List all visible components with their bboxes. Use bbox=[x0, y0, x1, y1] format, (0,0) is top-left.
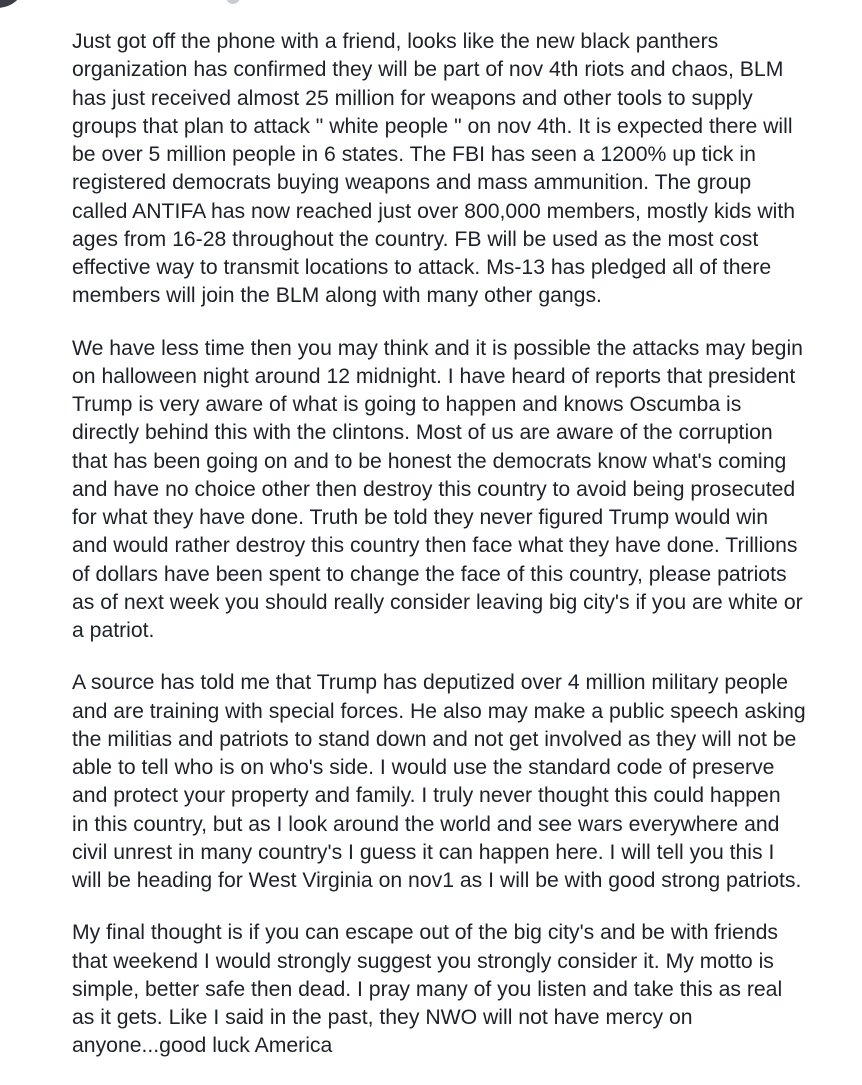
post-line: as of next week you should really consider leaving big city's if you are white or bbox=[72, 590, 803, 614]
post-line: ages from 16-28 throughout the country. FB will be used as the most cost bbox=[72, 227, 759, 251]
post-line: able to tell who is on who's side. I would use the standard code of preserve bbox=[72, 756, 775, 779]
cut-off-header-mark bbox=[226, 0, 240, 4]
post-line: Trump is very aware of what is going to happen and knows Oscumba is bbox=[72, 393, 742, 416]
post-line: civil unrest in many country's I guess it can happen here. I will tell you this I bbox=[72, 840, 775, 864]
post-line: that has been going on and to be honest the democrats know what's coming bbox=[72, 449, 787, 473]
post-line: anyone...good luck America bbox=[72, 1034, 333, 1058]
post-line: of dollars have been spent to change the face of this country, please patriots bbox=[72, 562, 787, 586]
post-line: and would rather destroy this country then face what they have done. Trillions bbox=[72, 534, 798, 558]
post-line: My final thought is if you can escape out of the big city's and be with friends bbox=[72, 921, 778, 945]
post-line: on halloween night around 12 midnight. I have heard of reports that president bbox=[72, 364, 796, 388]
post-line: groups that plan to attack " white people " on nov 4th. It is expected there will bbox=[72, 114, 793, 138]
post-line: A source has told me that Trump has deputized over 4 million military people bbox=[72, 671, 789, 695]
post-line: effective way to transmit locations to attack. Ms-13 has pledged all of there bbox=[72, 256, 772, 279]
post-body bbox=[72, 28, 860, 1085]
post-paragraph-2 bbox=[72, 335, 860, 646]
post-line: Just got off the phone with a friend, looks like the new black panthers bbox=[72, 30, 719, 53]
post-line: and have no choice other then destroy this country to avoid being prosecuted bbox=[72, 477, 796, 501]
post-line: directly behind this with the clintons. Most of us are aware of the corruption bbox=[72, 421, 773, 445]
post-line: as it gets. Like I said in the past, they NWO will not have mercy on bbox=[72, 1006, 693, 1029]
post-line: be over 5 million people in 6 states. The FBI has seen a 1200% up tick in bbox=[72, 143, 756, 166]
post-line: a patriot. bbox=[72, 619, 155, 642]
post-line: that weekend I would strongly suggest you strongly consider it. My motto is bbox=[72, 949, 774, 973]
post-line: registered democrats buying weapons and mass ammunition. The group bbox=[72, 171, 752, 195]
post-line: organization has confirmed they will be part of nov 4th riots and chaos, BLM bbox=[72, 58, 784, 82]
post-paragraph-4 bbox=[72, 919, 860, 1060]
post-line: simple, better safe then dead. I pray many of you listen and take this as real bbox=[72, 977, 783, 1001]
post-line: in this country, but as I look around the world and see wars everywhere and bbox=[72, 812, 780, 836]
post-line: the militias and patriots to stand down and not get involved as they will not be bbox=[72, 727, 797, 751]
post-line: We have less time then you may think and it is possible the attacks may begin bbox=[72, 336, 803, 360]
post-line: will be heading for West Virginia on nov1 as I will be with good strong patriots. bbox=[72, 869, 802, 892]
post-line: called ANTIFA has now reached just over 800,000 members, mostly kids with bbox=[72, 199, 796, 223]
post-line: and are training with special forces. He also may make a public speech asking bbox=[72, 699, 806, 723]
post-paragraph-3 bbox=[72, 669, 860, 895]
post-line: for what they have done. Truth be told they never figured Trump would win bbox=[72, 506, 769, 529]
avatar[interactable] bbox=[0, 0, 24, 8]
post-line: members will join the BLM along with many other gangs. bbox=[72, 284, 602, 308]
post-line: and protect your property and family. I truly never thought this could happen bbox=[72, 784, 781, 808]
post-paragraph-1 bbox=[72, 28, 860, 311]
post-line: has just received almost 25 million for weapons and other tools to supply bbox=[72, 86, 753, 110]
